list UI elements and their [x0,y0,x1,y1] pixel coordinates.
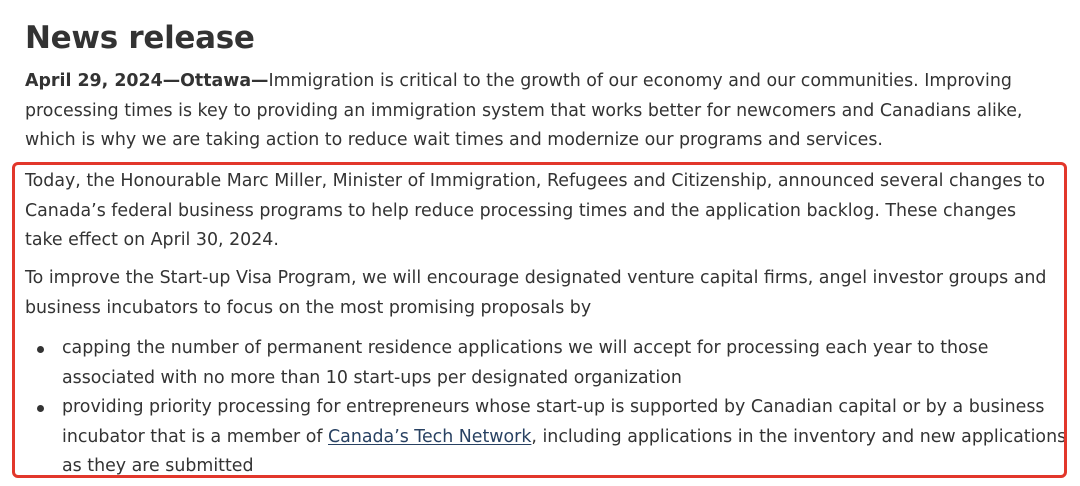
list-item-text-before: providing priority processing for entrepreneurs whose start-up is supported by Canadian capital or by a business incubator that is a member of [62,397,1045,447]
highlight-annotation-box [12,162,1067,478]
dateline: April 29, 2024—Ottawa— [25,71,269,91]
announcement-paragraph: Today, the Honourable Marc Miller, Minister of Immigration, Refugees and Citizenship, announced several changes to Canada’s federal business programs to help reduce processing times and the application backlog. These changes take effect on April 30, 2024. [25,171,1046,250]
start-up-visa-paragraph: To improve the Start-up Visa Program, we will encourage designated venture capital firms, angel investor groups and business incubators to focus on the most promising proposals by [25,268,1047,318]
page-title: News release [25,20,255,56]
lead-text: Immigration is critical to the growth of our economy and our communities. Improving processing times is key to providing an immigration system that works better for newcomers and Canadians alike, which is why we are taking action to reduce wait times and modernize our programs and services. [25,71,1023,150]
lead-paragraph [25,67,1065,156]
canadas-tech-network-link[interactable]: Canada’s Tech Network [328,426,532,447]
list-item-text-after: , including applications in the inventory and new applications as they are submitted [62,426,1067,476]
list-item-text: capping the number of permanent residence applications we will accept for processing each year to those associated with no more than 10 start-ups per designated organization [62,338,989,388]
